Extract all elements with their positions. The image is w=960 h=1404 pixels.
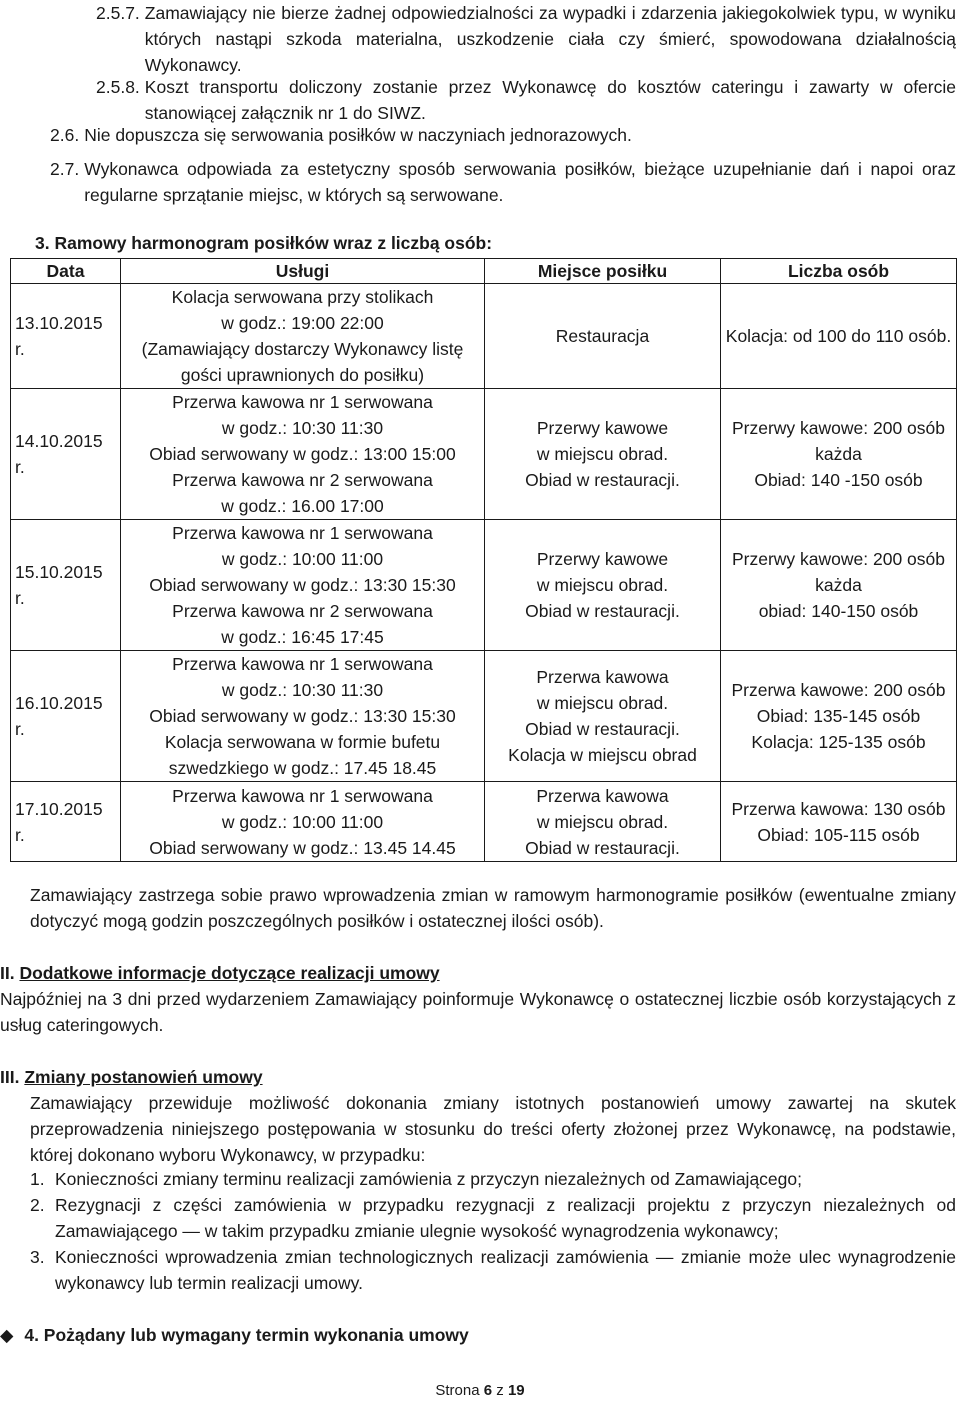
service-line: w godz.: 10:30 11:30 bbox=[221, 680, 384, 700]
cell-services bbox=[121, 284, 485, 389]
service-line: w godz.: 10:00 11:00 bbox=[221, 549, 384, 569]
cell-place bbox=[485, 782, 721, 862]
cell-date: 16.10.2015 r. bbox=[11, 651, 121, 782]
table-row bbox=[11, 520, 957, 651]
footer-total-pages: 19 bbox=[507, 1382, 525, 1399]
schedule-heading bbox=[35, 230, 492, 256]
cell-services bbox=[121, 651, 485, 782]
count-line: Przerwa kawowa: 130 osób bbox=[731, 798, 946, 819]
place-line: Przerwy kawowe bbox=[536, 549, 669, 569]
header-date: Data bbox=[11, 259, 121, 284]
item-number: 3. bbox=[30, 1247, 45, 1267]
service-line: w godz.: 16.00 17:00 bbox=[221, 496, 384, 516]
place-line: Przerwy kawowe bbox=[536, 418, 669, 438]
intro-item-257 bbox=[96, 0, 956, 78]
cell-date: 15.10.2015 r. bbox=[11, 520, 121, 651]
place-line: w miejscu obrad. bbox=[536, 693, 669, 713]
schedule-table bbox=[10, 258, 957, 862]
service-line: w godz.: 19:00 22:00 bbox=[221, 313, 384, 333]
place-line: w miejscu obrad. bbox=[536, 811, 669, 832]
service-line: Kolacja serwowana w formie bufetu bbox=[164, 732, 441, 752]
table-row bbox=[11, 284, 957, 389]
table-header-row bbox=[11, 259, 957, 284]
section-iii-number: III. bbox=[0, 1067, 20, 1087]
service-line: Obiad serwowany w godz.: 13:30 15:30 bbox=[149, 575, 456, 595]
item-text: Konieczności wprowadzenia zmian technologicznych realizacji zamówienia — zmianie może ulec wynagrodzenie wykonawcy lub termin realizacji umowy. bbox=[55, 1247, 956, 1293]
count-line: obiad: 140-150 osób bbox=[758, 601, 919, 621]
item-number: 2. bbox=[30, 1195, 45, 1215]
header-services: Usługi bbox=[121, 259, 485, 284]
count-line: Kolacja: od 100 do 110 osób. bbox=[725, 326, 952, 346]
cell-count bbox=[721, 651, 957, 782]
count-line: Przerwy kawowe: 200 osób bbox=[731, 418, 946, 438]
count-line: każda bbox=[815, 444, 862, 464]
item-text: Rezygnacji z części zamówienia w przypadku rezygnacji z realizacji projektu z przyczyn niezależnych od Zamawiającego — w takim przypadku zmianie ulegnie wysokość wynagrodzenia wykonawcy; bbox=[55, 1195, 956, 1241]
header-place: Miejsce posiłku bbox=[485, 259, 721, 284]
place-line: Obiad w restauracji. bbox=[525, 719, 680, 739]
table-row bbox=[11, 389, 957, 520]
intro-item-26 bbox=[50, 122, 956, 148]
place-line: Obiad w restauracji. bbox=[525, 837, 680, 858]
cell-services bbox=[121, 520, 485, 651]
cell-place bbox=[485, 520, 721, 651]
count-line: Kolacja: 125-135 osób bbox=[751, 732, 926, 752]
diamond-bullet-icon: ◆ bbox=[0, 1325, 14, 1345]
cell-count bbox=[721, 284, 957, 389]
service-line: Przerwa kawowa nr 2 serwowana bbox=[172, 470, 433, 490]
count-line: Przerwa kawowe: 200 osób bbox=[731, 680, 946, 700]
cell-services bbox=[121, 389, 485, 520]
item-text: Wykonawca odpowiada za estetyczny sposób serwowania posiłków, bieżące uzupełnianie dań i napoi oraz regularne sprzątanie miejsc, w których są serwowane. bbox=[84, 159, 956, 205]
item-text: Konieczności zmiany terminu realizacji zamówienia z przyczyn niezależnych od Zamawiającego; bbox=[55, 1169, 802, 1189]
service-line: Przerwa kawowa nr 1 serwowana bbox=[172, 654, 433, 674]
section-iii-intro: Zamawiający przewiduje możliwość dokonania zmiany istotnych postanowień umowy zawartej na skutek przeprowadzenia niniejszego postępowania w stosunku do treści oferty złożonej przez Wykonawcę, na podstawie, której dokonano wyboru Wykonawcy, w przypadku: bbox=[30, 1093, 956, 1165]
service-line: gości uprawnionych do posiłku) bbox=[180, 365, 425, 385]
footer-page-number: 6 bbox=[483, 1382, 493, 1399]
list-item bbox=[30, 1244, 956, 1296]
list-item bbox=[30, 1166, 956, 1192]
item-number: 2.7. bbox=[50, 159, 80, 179]
item-number: 2.5.7. bbox=[96, 3, 140, 23]
section-ii-heading bbox=[0, 960, 440, 986]
section-4-heading bbox=[0, 1322, 469, 1348]
service-line: Przerwa kawowa nr 1 serwowana bbox=[172, 523, 433, 543]
cell-date: 17.10.2015 r. bbox=[11, 782, 121, 862]
item-number: 2.6. bbox=[50, 125, 80, 145]
count-line: Przerwy kawowe: 200 osób bbox=[731, 549, 946, 569]
place-line: Obiad w restauracji. bbox=[525, 470, 680, 490]
section-ii-number: II. bbox=[0, 963, 15, 983]
place-line: w miejscu obrad. bbox=[536, 444, 669, 464]
service-line: w godz.: 10:00 11:00 bbox=[221, 811, 384, 832]
cell-services bbox=[121, 782, 485, 862]
intro-item-27 bbox=[50, 156, 956, 208]
service-line: w godz.: 16:45 17:45 bbox=[221, 627, 384, 647]
service-line: Kolacja serwowana przy stolikach bbox=[171, 287, 434, 307]
count-line: każda bbox=[815, 575, 862, 595]
item-number: 2.5.8. bbox=[96, 77, 140, 97]
service-line: (Zamawiający dostarczy Wykonawcy listę bbox=[141, 339, 464, 359]
place-line: Restauracja bbox=[555, 326, 650, 346]
cell-place bbox=[485, 284, 721, 389]
section-iii-heading bbox=[0, 1064, 263, 1090]
table-row bbox=[11, 651, 957, 782]
cell-count bbox=[721, 782, 957, 862]
intro-item-258 bbox=[96, 74, 956, 126]
service-line: szwedzkiego w godz.: 17.45 18.45 bbox=[168, 758, 437, 778]
cell-date: 13.10.2015 r. bbox=[11, 284, 121, 389]
section-4-title: 4. Pożądany lub wymagany termin wykonania umowy bbox=[24, 1325, 469, 1345]
item-text: Koszt transportu doliczony zostanie przez Wykonawcę do kosztów cateringu i zawarty w ofercie stanowiącej załącznik nr 1 do SIWZ. bbox=[144, 77, 956, 123]
place-line: w miejscu obrad. bbox=[536, 575, 669, 595]
cell-date: 14.10.2015 r. bbox=[11, 389, 121, 520]
page-footer bbox=[0, 1382, 960, 1400]
schedule-title: Ramowy harmonogram posiłków wraz z liczbą osób: bbox=[54, 233, 493, 253]
service-line: Przerwa kawowa nr 2 serwowana bbox=[172, 601, 433, 621]
item-number: 1. bbox=[30, 1169, 45, 1189]
table-row bbox=[11, 782, 957, 862]
section-ii-text: Najpóźniej na 3 dni przed wydarzeniem Zamawiający poinformuje Wykonawcę o ostatecznej liczbie osób korzystających z usług cateringowych. bbox=[0, 989, 956, 1035]
list-item bbox=[30, 1192, 956, 1244]
place-line: Przerwa kawowa bbox=[536, 667, 669, 687]
schedule-number: 3. bbox=[35, 233, 50, 253]
service-line: Obiad serwowany w godz.: 13:00 15:00 bbox=[149, 444, 456, 464]
cell-place bbox=[485, 389, 721, 520]
section-iii-title: Zmiany postanowień umowy bbox=[24, 1067, 263, 1087]
item-text: Zamawiający nie bierze żadnej odpowiedzialności za wypadki i zdarzenia jakiegokolwiek typu, w wyniku których nastąpi szkoda materialna, uszkodzenie ciała czy śmierć, spowodowana działalnością Wykonawcy. bbox=[144, 3, 956, 75]
count-line: Obiad: 135-145 osób bbox=[756, 706, 921, 726]
item-text: Nie dopuszcza się serwowania posiłków w naczyniach jednorazowych. bbox=[84, 125, 632, 145]
footer-prefix: Strona bbox=[435, 1382, 480, 1399]
service-line: Obiad serwowany w godz.: 13.45 14.45 bbox=[149, 837, 456, 858]
place-line: Kolacja w miejscu obrad bbox=[508, 745, 697, 765]
section-ii-title: Dodatkowe informacje dotyczące realizacji umowy bbox=[19, 963, 440, 983]
service-line: Przerwa kawowa nr 1 serwowana bbox=[172, 392, 433, 412]
schedule-note: Zamawiający zastrzega sobie prawo wprowadzenia zmian w ramowym harmonogramie posiłków (ewentualne zmiany dotyczyć mogą godzin poszczególnych posiłków i ostatecznej ilości osób). bbox=[30, 885, 956, 931]
cell-count bbox=[721, 389, 957, 520]
place-line: Obiad w restauracji. bbox=[525, 601, 680, 621]
place-line: Przerwa kawowa bbox=[536, 785, 669, 806]
service-line: Przerwa kawowa nr 1 serwowana bbox=[172, 785, 433, 806]
header-count: Liczba osób bbox=[721, 259, 957, 284]
footer-separator: z bbox=[496, 1382, 504, 1399]
service-line: w godz.: 10:30 11:30 bbox=[221, 418, 384, 438]
count-line: Obiad: 105-115 osób bbox=[757, 824, 920, 845]
cell-count bbox=[721, 520, 957, 651]
service-line: Obiad serwowany w godz.: 13:30 15:30 bbox=[149, 706, 456, 726]
count-line: Obiad: 140 -150 osób bbox=[754, 470, 923, 490]
cell-place bbox=[485, 651, 721, 782]
